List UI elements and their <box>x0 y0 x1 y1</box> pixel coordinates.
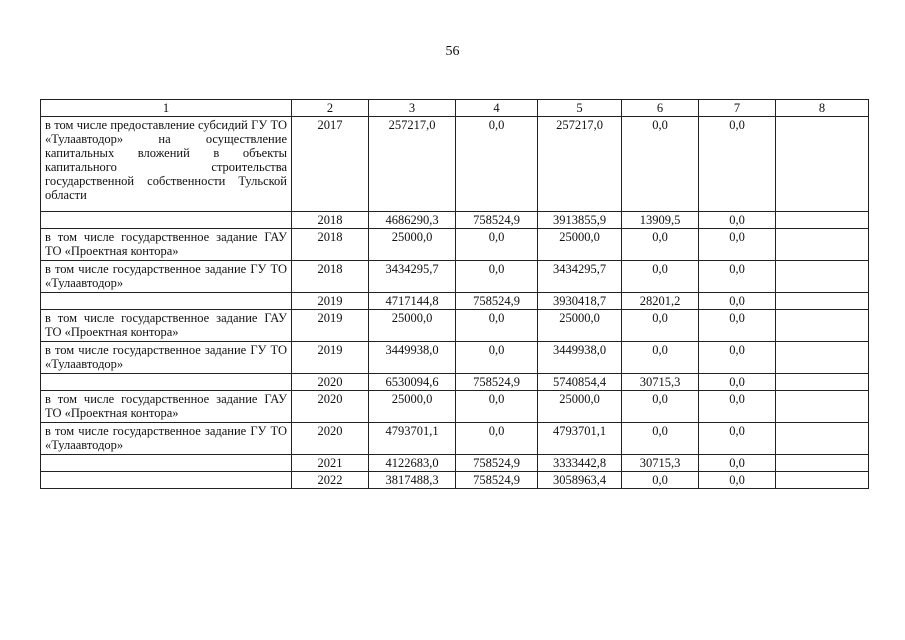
row-description: в том числе государственное задание ГАУ ТО «Проектная контора» <box>41 229 292 261</box>
row-year: 2018 <box>292 229 369 261</box>
header-cell-1: 1 <box>41 100 292 117</box>
row-col-5: 25000,0 <box>538 391 622 423</box>
row-col-6: 30715,3 <box>622 455 699 472</box>
row-col-8 <box>776 229 869 261</box>
table-row <box>41 374 869 391</box>
row-col-4: 0,0 <box>456 117 538 212</box>
row-col-6: 30715,3 <box>622 374 699 391</box>
row-col-8 <box>776 342 869 374</box>
row-col-3: 3817488,3 <box>369 472 456 489</box>
row-col-7: 0,0 <box>699 391 776 423</box>
row-col-8 <box>776 423 869 455</box>
row-col-5: 3333442,8 <box>538 455 622 472</box>
row-col-8 <box>776 117 869 212</box>
row-col-3: 6530094,6 <box>369 374 456 391</box>
row-col-6: 0,0 <box>622 117 699 212</box>
row-description <box>41 455 292 472</box>
row-col-4: 758524,9 <box>456 293 538 310</box>
row-year: 2018 <box>292 212 369 229</box>
row-description: в том числе предоставление субсидий ГУ ТО «Тулаавтодор» на осуществление капитальных вложений в объекты капитального строительства государственной собственности Тульской области <box>41 117 292 212</box>
row-col-4: 758524,9 <box>456 472 538 489</box>
header-cell-4: 4 <box>456 100 538 117</box>
row-col-4: 0,0 <box>456 310 538 342</box>
table-row <box>41 229 869 261</box>
row-col-8 <box>776 374 869 391</box>
row-col-4: 0,0 <box>456 342 538 374</box>
header-cell-8: 8 <box>776 100 869 117</box>
row-col-6: 0,0 <box>622 423 699 455</box>
row-col-3: 257217,0 <box>369 117 456 212</box>
row-col-7: 0,0 <box>699 229 776 261</box>
row-col-7: 0,0 <box>699 374 776 391</box>
row-col-5: 25000,0 <box>538 229 622 261</box>
row-year: 2022 <box>292 472 369 489</box>
row-description <box>41 472 292 489</box>
row-year: 2019 <box>292 342 369 374</box>
table-row <box>41 342 869 374</box>
header-cell-7: 7 <box>699 100 776 117</box>
table-row <box>41 455 869 472</box>
row-col-8 <box>776 261 869 293</box>
row-col-4: 0,0 <box>456 261 538 293</box>
row-col-7: 0,0 <box>699 342 776 374</box>
row-col-3: 3449938,0 <box>369 342 456 374</box>
header-row <box>41 100 869 117</box>
row-col-6: 0,0 <box>622 391 699 423</box>
row-col-4: 0,0 <box>456 423 538 455</box>
row-col-3: 4686290,3 <box>369 212 456 229</box>
row-col-8 <box>776 212 869 229</box>
row-col-8 <box>776 310 869 342</box>
row-col-5: 4793701,1 <box>538 423 622 455</box>
table-row <box>41 117 869 212</box>
row-col-5: 3930418,7 <box>538 293 622 310</box>
row-year: 2020 <box>292 423 369 455</box>
row-col-3: 4793701,1 <box>369 423 456 455</box>
row-description: в том числе государственное задание ГАУ ТО «Проектная контора» <box>41 391 292 423</box>
row-col-6: 28201,2 <box>622 293 699 310</box>
table-row <box>41 310 869 342</box>
row-col-5: 25000,0 <box>538 310 622 342</box>
row-col-7: 0,0 <box>699 293 776 310</box>
header-cell-3: 3 <box>369 100 456 117</box>
table-row <box>41 472 869 489</box>
row-col-5: 3434295,7 <box>538 261 622 293</box>
row-col-3: 25000,0 <box>369 229 456 261</box>
header-cell-6: 6 <box>622 100 699 117</box>
row-col-3: 25000,0 <box>369 391 456 423</box>
row-col-4: 0,0 <box>456 391 538 423</box>
row-col-8 <box>776 455 869 472</box>
row-description <box>41 293 292 310</box>
table-row <box>41 293 869 310</box>
row-col-3: 25000,0 <box>369 310 456 342</box>
row-col-3: 4717144,8 <box>369 293 456 310</box>
row-col-7: 0,0 <box>699 455 776 472</box>
row-year: 2019 <box>292 310 369 342</box>
table-row <box>41 423 869 455</box>
row-col-6: 0,0 <box>622 310 699 342</box>
header-cell-2: 2 <box>292 100 369 117</box>
table-row <box>41 212 869 229</box>
row-description <box>41 212 292 229</box>
table-row <box>41 391 869 423</box>
row-col-7: 0,0 <box>699 472 776 489</box>
row-col-4: 758524,9 <box>456 455 538 472</box>
row-col-4: 0,0 <box>456 229 538 261</box>
header-cell-5: 5 <box>538 100 622 117</box>
row-col-8 <box>776 391 869 423</box>
row-year: 2019 <box>292 293 369 310</box>
row-year: 2020 <box>292 374 369 391</box>
row-description: в том числе государственное задание ГУ ТО «Тулаавтодор» <box>41 342 292 374</box>
row-year: 2018 <box>292 261 369 293</box>
row-col-7: 0,0 <box>699 261 776 293</box>
budget-table <box>40 99 869 489</box>
row-col-4: 758524,9 <box>456 212 538 229</box>
row-description <box>41 374 292 391</box>
row-year: 2021 <box>292 455 369 472</box>
row-col-8 <box>776 472 869 489</box>
row-description: в том числе государственное задание ГУ ТО «Тулаавтодор» <box>41 261 292 293</box>
row-col-7: 0,0 <box>699 423 776 455</box>
row-col-7: 0,0 <box>699 117 776 212</box>
row-col-3: 3434295,7 <box>369 261 456 293</box>
row-col-7: 0,0 <box>699 310 776 342</box>
row-col-6: 0,0 <box>622 472 699 489</box>
row-col-3: 4122683,0 <box>369 455 456 472</box>
row-description: в том числе государственное задание ГУ ТО «Тулаавтодор» <box>41 423 292 455</box>
row-col-5: 257217,0 <box>538 117 622 212</box>
row-col-6: 0,0 <box>622 229 699 261</box>
row-col-5: 3449938,0 <box>538 342 622 374</box>
row-col-5: 3913855,9 <box>538 212 622 229</box>
row-col-6: 0,0 <box>622 261 699 293</box>
row-col-6: 0,0 <box>622 342 699 374</box>
row-col-4: 758524,9 <box>456 374 538 391</box>
row-col-8 <box>776 293 869 310</box>
row-year: 2020 <box>292 391 369 423</box>
table-row <box>41 261 869 293</box>
row-col-5: 3058963,4 <box>538 472 622 489</box>
row-year: 2017 <box>292 117 369 212</box>
row-col-5: 5740854,4 <box>538 374 622 391</box>
row-col-7: 0,0 <box>699 212 776 229</box>
page-number: 56 <box>445 44 460 59</box>
row-col-6: 13909,5 <box>622 212 699 229</box>
row-description: в том числе государственное задание ГАУ ТО «Проектная контора» <box>41 310 292 342</box>
